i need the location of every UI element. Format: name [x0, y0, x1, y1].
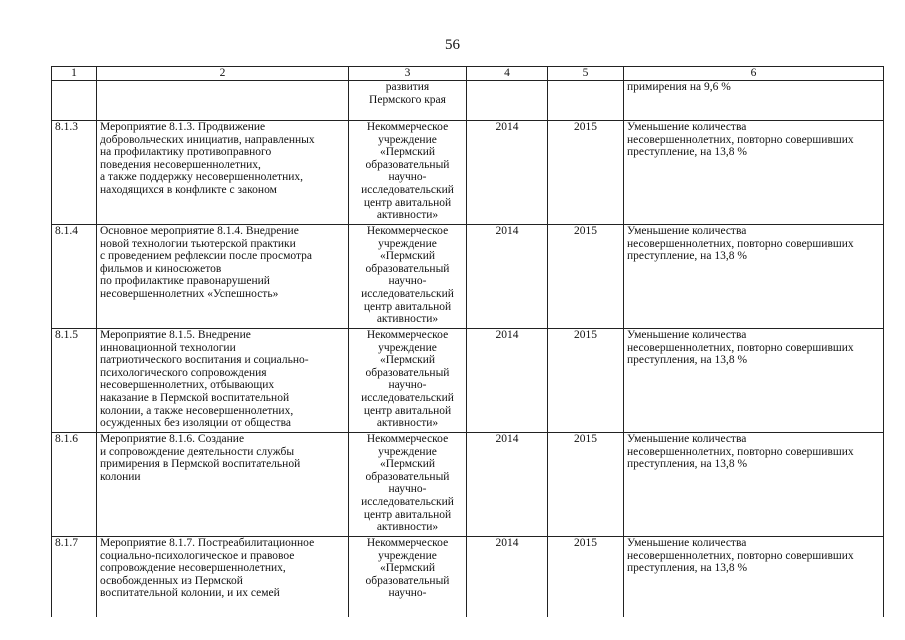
row-number: 8.1.3: [52, 121, 97, 225]
executor-cell: Некоммерческое учреждение «Пермский образовательный научно- исследовательский центр авитальной активности»: [349, 433, 467, 537]
result-cell: Уменьшение количества несовершеннолетних, повторно совершивших преступления, на 13,8 %: [624, 329, 884, 433]
result-cell: Уменьшение количества несовершеннолетних, повторно совершивших преступление, на 13,8 %: [624, 121, 884, 225]
measures-table: [51, 66, 884, 617]
row-number: 8.1.5: [52, 329, 97, 433]
table-row: [52, 225, 884, 329]
executor-cell: Некоммерческое учреждение «Пермский образовательный научно-: [349, 537, 467, 617]
start-year-cell: 2014: [467, 329, 548, 433]
result-cell: Уменьшение количества несовершеннолетних, повторно совершивших преступления, на 13,8 %: [624, 433, 884, 537]
result-cell: Уменьшение количества несовершеннолетних, повторно совершивших преступление, на 13,8 %: [624, 225, 884, 329]
table-row: [52, 121, 884, 225]
column-header: 4: [467, 67, 548, 81]
column-header: 1: [52, 67, 97, 81]
end-year-cell: 2015: [548, 537, 624, 617]
table-row: [52, 537, 884, 617]
executor-cell: развития Пермского края: [349, 81, 467, 121]
table-row-continuation: [52, 81, 884, 121]
row-number: 8.1.7: [52, 537, 97, 617]
row-number: [52, 81, 97, 121]
activity-cell: Мероприятие 8.1.6. Создание и сопровождение деятельности службы примирения в Пермской воспитательной колонии: [97, 433, 349, 537]
end-year-cell: 2015: [548, 225, 624, 329]
row-number: 8.1.6: [52, 433, 97, 537]
start-year-cell: 2014: [467, 225, 548, 329]
column-header: 2: [97, 67, 349, 81]
executor-cell: Некоммерческое учреждение «Пермский образовательный научно- исследовательский центр авитальной активности»: [349, 121, 467, 225]
end-year-cell: 2015: [548, 329, 624, 433]
header-row: [52, 67, 884, 81]
activity-cell: [97, 81, 349, 121]
executor-cell: Некоммерческое учреждение «Пермский образовательный научно- исследовательский центр авитальной активности»: [349, 225, 467, 329]
column-header: 5: [548, 67, 624, 81]
result-cell: примирения на 9,6 %: [624, 81, 884, 121]
activity-cell: Мероприятие 8.1.3. Продвижение добровольческих инициатив, направленных на профилактику противоправного поведения несовершеннолетних, а также поддержку несовершеннолетних, находящихся в конфликте с законом: [97, 121, 349, 225]
end-year-cell: [548, 81, 624, 121]
start-year-cell: 2014: [467, 121, 548, 225]
activity-cell: Мероприятие 8.1.5. Внедрение инновационной технологии патриотического воспитания и социально- психологического сопровождения несовершеннолетних, отбывающих наказание в Пермской воспитательной колонии, а также несовершеннолетних, осужденных без изоляции от общества: [97, 329, 349, 433]
row-number: 8.1.4: [52, 225, 97, 329]
table-row: [52, 329, 884, 433]
start-year-cell: [467, 81, 548, 121]
activity-cell: Мероприятие 8.1.7. Постреабилитационное социально-психологическое и правовое сопровождение несовершеннолетних, освобожденных из Пермской воспитательной колонии, и их семей: [97, 537, 349, 617]
start-year-cell: 2014: [467, 537, 548, 617]
end-year-cell: 2015: [548, 433, 624, 537]
column-header: 3: [349, 67, 467, 81]
executor-cell: Некоммерческое учреждение «Пермский образовательный научно- исследовательский центр авитальной активности»: [349, 329, 467, 433]
start-year-cell: 2014: [467, 433, 548, 537]
table-row: [52, 433, 884, 537]
end-year-cell: 2015: [548, 121, 624, 225]
page-number: 56: [445, 37, 460, 53]
result-cell: Уменьшение количества несовершеннолетних, повторно совершивших преступления, на 13,8 %: [624, 537, 884, 617]
column-header: 6: [624, 67, 884, 81]
activity-cell: Основное мероприятие 8.1.4. Внедрение новой технологии тьютерской практики с проведением рефлексии после просмотра фильмов и киносюжетов по профилактике правонарушений несовершеннолетних «Успешность»: [97, 225, 349, 329]
